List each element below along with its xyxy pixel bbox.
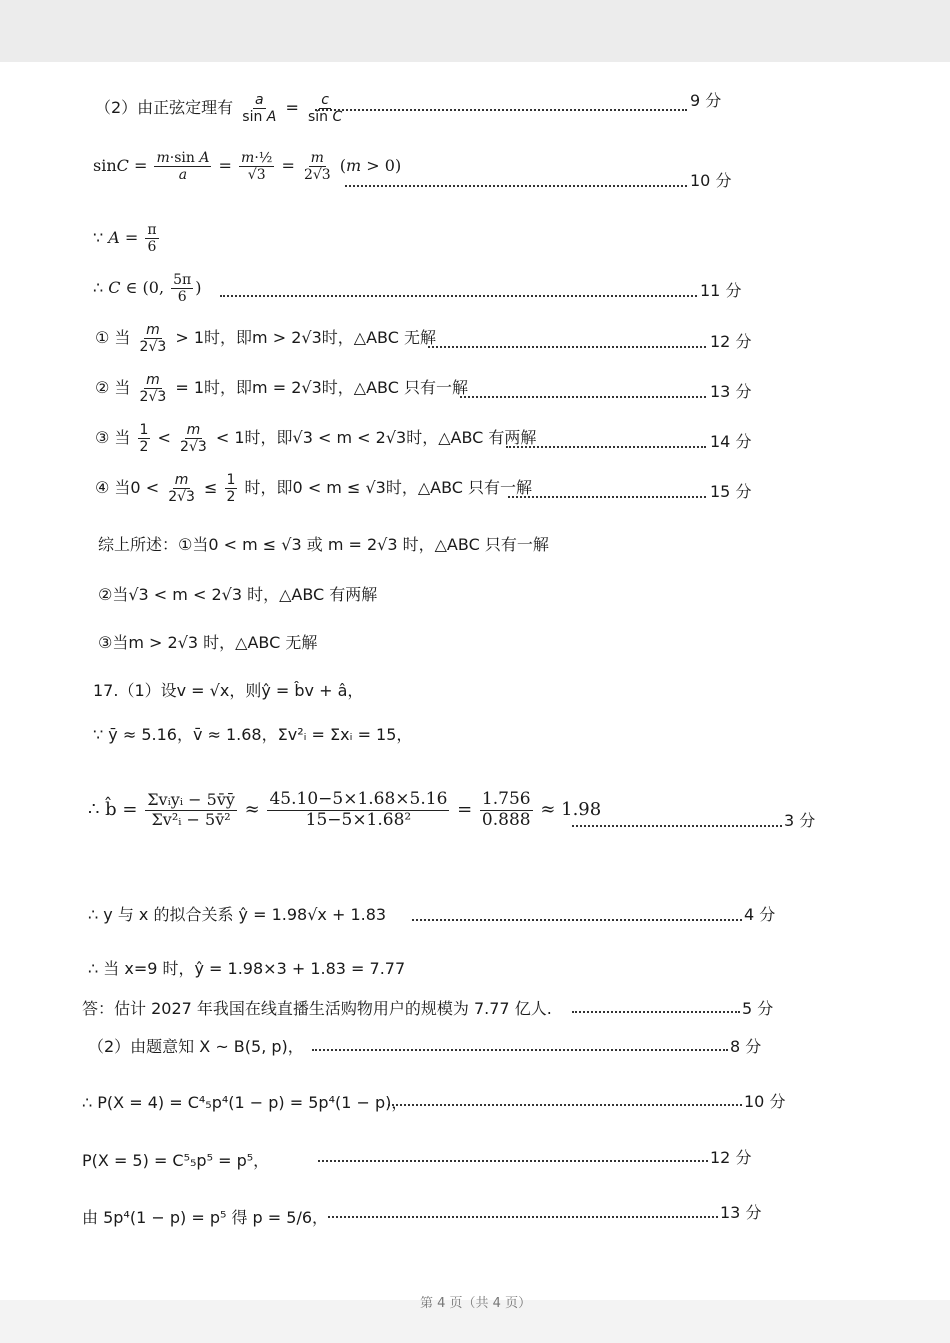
score-15: 15 分 [710, 482, 752, 501]
fit-relation-line: ∴ y 与 x 的拟合关系 ŷ = 1.98√x + 1.83 [88, 905, 387, 924]
case-3-prefix: ③ 当 [95, 428, 131, 448]
case-2-text: = 1时，即m = 2√3时，△ABC 只有一解 [175, 378, 468, 398]
score-12-b: 12 分 [710, 1148, 752, 1167]
score-10: 10 分 [690, 171, 732, 190]
bhat-numerator: Σvᵢyᵢ − 5v̄ȳ [147, 790, 235, 810]
dotted-leader [572, 813, 782, 827]
score-13-b: 13 分 [720, 1203, 762, 1222]
dotted-leader [428, 334, 706, 348]
calc-denominator: 15−5×1.68² [305, 809, 412, 830]
dotted-leader [508, 484, 706, 498]
case-4-line: ④ 当0 < $\frac{m}{2√3}$ ≤ $\frac{1}{2}$ 时，即0 < m ≤ √3时，△ABC 只有一解 [95, 472, 533, 506]
answer-line: 答：估计 2027 年我国在线直播生活购物用户的规模为 7.77 亿人. [82, 999, 552, 1018]
dotted-leader [460, 384, 706, 398]
bhat-value: ≈ 1.98 [540, 799, 602, 821]
law-of-sines-text: （2）由正弦定理有 [95, 98, 234, 118]
solve-line: 由 5p⁴(1 − p) = p⁵ 得 p = 5/6， [82, 1208, 329, 1227]
ratio-denominator: 0.888 [481, 809, 531, 830]
score-12: 12 分 [710, 332, 752, 351]
case-1-line: ① 当 $\frac{m}{2√3}$ > 1时，即m > 2√3时，△ABC 无解 [95, 322, 436, 356]
score-3: 3 分 [784, 811, 816, 830]
problem-17-line: 17.（1）设v = √x，则ŷ = b̂v + â， [93, 681, 364, 700]
dotted-leader [220, 283, 697, 297]
given-values-line: ∵ ȳ ≈ 5.16，v̄ ≈ 1.68，Σv²ᵢ = Σxᵢ = 15， [93, 725, 413, 744]
case-2-line: ② 当 $\frac{m}{2√3}$ = 1时，即m = 2√3时，△ABC 只有一解 [95, 372, 468, 406]
summary-line-2: ②当√3 < m < 2√3 时，△ABC 有两解 [98, 585, 378, 604]
calc-numerator: 45.10−5×1.68×5.16 [269, 789, 448, 809]
bhat-denominator: Σv²ᵢ − 5v̄² [151, 809, 231, 829]
case-3-line: ③ 当 $\frac{1}{2}$ < $\frac{m}{2√3}$ < 1时，即√3 < m < 2√3时，△ABC 有两解 [95, 422, 537, 456]
score-9: 9 分 [690, 91, 722, 110]
case-4-prefix: ④ 当0 < [95, 478, 160, 498]
score-8: 8 分 [730, 1037, 762, 1056]
dotted-leader [572, 999, 740, 1013]
dotted-leader [312, 1037, 728, 1051]
prediction-line: ∴ 当 x=9 时，ŷ = 1.98×3 + 1.83 = 7.77 [88, 959, 406, 978]
summary-line-1: 综上所述：①当0 < m ≤ √3 或 m = 2√3 时，△ABC 只有一解 [98, 535, 549, 554]
sinC-line: sinC = $\frac{\text{m·sin A}}{a}$ = $\frac{\text{m·½}}{√3}$ = $\frac{m}{2√3}$ (m > 0) [93, 150, 402, 184]
fraction-a-sinA: $\frac{a}{\text{sin A}}$ [242, 92, 277, 126]
bhat-formula: ∴ b̂ = $\frac{\text{Σvᵢyᵢ − 5v̄ȳ}}{\text{Σv²ᵢ − 5v̄²}}$ ≈ $\frac{45.10-5\times 1.68\times 5.16}{\text{15−5×1.68²}}$ = $\frac{1.756}{0.888}$ ≈ 1.98 [88, 789, 602, 830]
dotted-leader [506, 434, 706, 448]
dotted-leader [388, 1092, 742, 1106]
fraction-c-sinC: $\frac{c}{\text{sin C}}$ [307, 92, 343, 126]
prob-x5-line: P(X = 5) = C⁵₅p⁵ = p⁵， [82, 1151, 270, 1170]
bhat-label: ∴ b̂ = [88, 799, 138, 821]
score-4: 4 分 [744, 905, 776, 924]
ratio-numerator: 1.756 [481, 789, 531, 809]
case-1-text: > 1时，即m > 2√3时，△ABC 无解 [175, 328, 436, 348]
score-13: 13 分 [710, 382, 752, 401]
page-footer: 第 4 页（共 4 页） [420, 1296, 532, 1311]
case-1-prefix: ① 当 [95, 328, 131, 348]
case-2-prefix: ② 当 [95, 378, 131, 398]
approx-sign: ≈ [244, 799, 260, 821]
range-C-line: ∴ C ∈ (0, $\frac{5\pi}{6}$ ) [93, 272, 202, 306]
prob-x4-line: ∴ P(X = 4) = C⁴₅p⁴(1 − p) = 5p⁴(1 − p)， [82, 1093, 408, 1112]
score-10-b: 10 分 [744, 1092, 786, 1111]
dotted-leader [318, 1148, 708, 1162]
law-of-sines-line: （2）由正弦定理有 $\frac{a}{\text{sin A}}$ = $\frac{c}{\text{sin C}}$ [95, 92, 343, 126]
summary-line-3: ③当m > 2√3 时，△ABC 无解 [98, 633, 318, 652]
binomial-line: （2）由题意知 X ~ B(5, p)， [88, 1037, 304, 1056]
score-14: 14 分 [710, 432, 752, 451]
dotted-leader [315, 97, 687, 111]
dotted-leader [345, 173, 687, 187]
dotted-leader [412, 907, 742, 921]
top-margin [0, 0, 950, 62]
score-11: 11 分 [700, 281, 742, 300]
dotted-leader [328, 1204, 718, 1218]
case-4-text: 时，即0 < m ≤ √3时，△ABC 只有一解 [244, 478, 533, 498]
case-3-text: < 1时，即√3 < m < 2√3时，△ABC 有两解 [215, 428, 537, 448]
angle-A-line: ∵ A = $\frac{\pi}{6}$ [93, 222, 157, 256]
score-5: 5 分 [742, 999, 774, 1018]
